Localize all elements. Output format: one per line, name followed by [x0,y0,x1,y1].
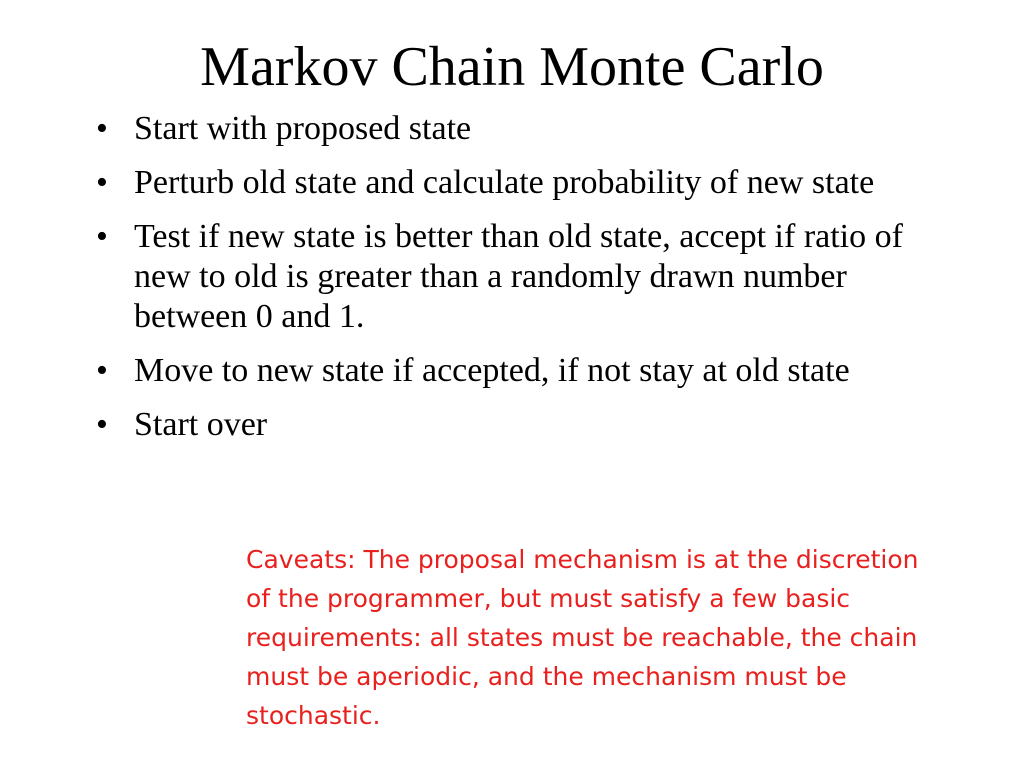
bullet-text: Perturb old state and calculate probability of new state [134,164,875,201]
bullet-marker: • [96,110,108,147]
bullet-marker: • [96,218,108,255]
bullet-item [96,163,926,203]
bullet-item [96,351,926,391]
bullet-marker: • [96,406,108,443]
bullet-item [96,405,926,445]
caveat-note: Caveats: The proposal mechanism is at the discretion of the programmer, but must satisfy a few basic requirements: all states must be reachable, the chain must be aperiodic, and the mechanism must be stochastic. [246,545,919,730]
bullet-marker: • [96,164,108,201]
bullet-item [96,217,926,337]
slide-title: Markov Chain Monte Carlo [200,36,824,98]
bullet-text: Start over [134,406,268,443]
bullet-text: Test if new state is better than old state, accept if ratio of new to old is greater than a randomly drawn number between 0 and 1. [134,218,903,335]
bullet-item [96,109,926,149]
bullet-text: Move to new state if accepted, if not stay at old state [134,352,850,389]
bullet-text: Start with proposed state [134,110,472,147]
bullet-marker: • [96,352,108,389]
bullet-list [96,109,926,459]
